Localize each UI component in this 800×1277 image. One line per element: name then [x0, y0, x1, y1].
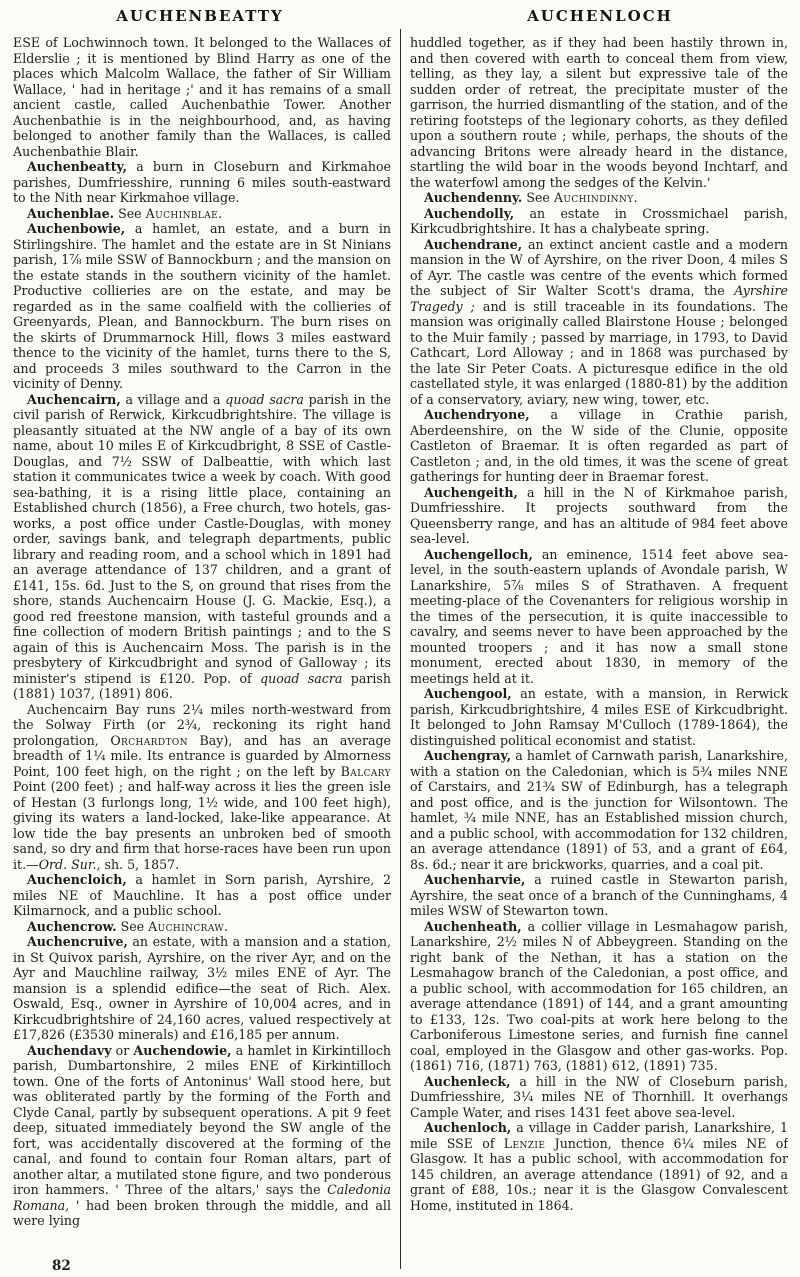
- entry-name: Auchencloich,: [27, 872, 127, 887]
- entry-paragraph: [410, 237, 788, 408]
- text-run: See: [522, 190, 554, 205]
- entry-paragraph: [410, 35, 788, 190]
- text-run: parish (1881) 1037, (1891) 806.: [13, 670, 391, 701]
- column-divider-rule: [400, 29, 401, 1269]
- entry-paragraph: [13, 919, 391, 935]
- entry-paragraph: [13, 1043, 391, 1229]
- entry-name: Auchenbowie,: [27, 221, 126, 236]
- entry-name: Auchendolly,: [424, 205, 515, 221]
- entry-name: Auchendenny.: [424, 190, 523, 205]
- text-run: an estate in Crossmichael parish, Kirkcudbrightshire. It has a chalybeate spring.: [410, 205, 788, 236]
- text-run: Lenzie: [503, 1135, 546, 1151]
- entry-name: Auchendrane,: [424, 236, 523, 252]
- text-run: Ord. Sur.,: [38, 856, 101, 872]
- entry-paragraph: [13, 35, 391, 159]
- text-run: an eminence, 1514 feet above sea-level, in the south-eastern uplands of Avondale parish, W Lanarkshire, 5⅞ miles S of Strathaven. A frequent meeting-place of the Covenanters for religious worship in the times of the persecution, it is quite inaccessible to cavalry, and seems never to have been approached by the mounted troopers ; and it has now a small stone monument, erected about 1830, in memory of the meetings held at it.: [410, 546, 788, 686]
- text-run: Bay), and has an average breadth of 1¼ mile. Its entrance is guarded by Almorness Point, 100 feet high, on the right ; on the left by: [13, 732, 391, 779]
- text-run: a village and a: [120, 391, 226, 407]
- text-run: See: [116, 918, 149, 934]
- text-run: huddled together, as if they had been hastily thrown in, and then covered with earth to conceal them from view, telling, as they lay, a silent but expressive tale of the sudden order of retreat, the precipitate muster of the garrison, the hurried dismantling of the station, and of the retiring footsteps of the legionary cohorts, as they defiled upon a southern route ; while, perhaps, the shouts of the advancing Britons were already heard in the distance, startling the wild boar in the woods beyond Inchtarf, and the waterfowl among the sedges of the Kelvin.': [410, 35, 788, 190]
- right-column-header: AUCHENLOCH: [527, 7, 673, 25]
- entry-name: Auchendavy: [27, 1042, 112, 1058]
- entry-paragraph: [410, 1074, 788, 1121]
- entry-paragraph: [410, 485, 788, 547]
- entry-name: Auchencruive,: [27, 934, 128, 949]
- text-run: an extinct ancient castle and a modern mansion in the W of Ayrshire, on the river Doon, 4 miles S of Ayr. The castle was centre of the events which formed the subject of Sir Walter Scott's drama, the: [410, 236, 788, 298]
- text-run: a village in Crathie parish, Aberdeenshire, on the W side of the Clunie, opposite Castleton of Braemar. It is often regarded as part of Castleton ; and, in the old times, it was the scene of great gatherings for hunting deer in Braemar forest.: [410, 407, 788, 484]
- entry-paragraph: [410, 407, 788, 485]
- text-run: Auchincraw: [148, 918, 225, 934]
- entry-paragraph: [410, 190, 788, 206]
- text-run: Orchardton: [110, 732, 188, 748]
- text-run: quoad sacra: [225, 391, 304, 407]
- text-run: ESE of Lochwinnoch town. It belonged to the Wallaces of Elderslie ; it is mentioned by Blind Harry as one of the places which Malcolm Wallace, the father of Sir William Wallace, ' had in heritage ;' and it has remains of a small ancient castle, called Auchenbathie Tower. Another Auchenbathie is in the neighbourhood, and, as having belonged to another family than the Wallaces, is called Auchenbathie Blair.: [13, 35, 391, 159]
- entry-name: Auchenheath,: [424, 918, 522, 934]
- entry-name: Auchendowie,: [133, 1042, 232, 1058]
- text-run: .: [224, 918, 229, 934]
- text-run: a hamlet of Carnwath parish, Lanarkshire, with a station on the Caledonian, which is 5¾ miles NNE of Carstairs, and 21¾ SW of Edinburgh, has a telegraph and post office, and is the junction for Wilsontown. The hamlet, ¾ mile NNE, has an Established mission church, and a public school, with accommodation for 132 children, an average attendance (1891) of 53, and a grant of £64, 8s. 6d.; near it are brickworks, quarries, and a coal pit.: [410, 748, 788, 872]
- text-run: Caledonia Romana,: [13, 1182, 391, 1213]
- text-run: Auchencairn Bay runs 2¼ miles north-westward from the Solway Firth (or 2¾, reckoning its right hand prolongation,: [13, 701, 391, 748]
- text-run: Auchindinny: [553, 190, 634, 205]
- entry-paragraph: [13, 221, 391, 392]
- entry-paragraph: [13, 872, 391, 919]
- page-number: 82: [52, 1258, 71, 1274]
- text-run: a hamlet in Kirkintilloch parish, Dumbartonshire, 2 miles ENE of Kirkintilloch town. One of the forts of Antoninus' Wall stood here, but was obliterated partly by the forming of the Forth and Clyde Canal, partly by subsequent operations. A pit 9 feet deep, situated immediately beyond the SW angle of the fort, was accidentally discovered at the forming of the canal, and found to contain four Roman altars, part of another altar, a mutilated stone figure, and two ponderous iron hammers. ' Three of the altars,' says the: [13, 1042, 391, 1197]
- right-text-column: [410, 35, 788, 1249]
- text-run: a hill in the NW of Closeburn parish, Dumfriesshire, 3¼ miles NE of Thornhill. It overhangs Cample Water, and rises 1431 feet above sea-level.: [410, 1073, 788, 1120]
- text-run: Balcary: [340, 763, 391, 779]
- entry-paragraph: [410, 748, 788, 872]
- entry-paragraph: [410, 686, 788, 748]
- entry-name: Auchenbeatty,: [27, 159, 128, 174]
- entry-name: Auchengeith,: [424, 484, 518, 500]
- entry-paragraph: [13, 159, 391, 206]
- left-text-column: [13, 35, 391, 1249]
- running-headers: [0, 7, 800, 25]
- text-run: Ayrshire Tragedy ;: [410, 283, 788, 314]
- entry-paragraph: [410, 206, 788, 237]
- entry-name: Auchencrow.: [27, 918, 117, 934]
- entry-name: Auchenloch,: [424, 1120, 512, 1135]
- text-run: .: [633, 190, 638, 205]
- entry-paragraph: [13, 392, 391, 702]
- text-run: sh. 5, 1857.: [100, 856, 180, 872]
- entry-name: Auchengool,: [424, 686, 512, 701]
- entry-paragraph: [410, 872, 788, 919]
- text-run: a burn in Closeburn and Kirkmahoe parishes, Dumfriesshire, running 6 miles south-eastward to the Nith near Kirkmahoe village.: [13, 159, 391, 205]
- text-run: a ruined castle in Stewarton parish, Ayrshire, the seat once of a branch of the Cunninghams, 4 miles WSW of Stewarton town.: [410, 872, 788, 918]
- text-run: an estate, with a mansion, in Rerwick parish, Kirkcudbrightshire, 4 miles ESE of Kirkcudbright. It belonged to John Ramsay M'Culloch (1789-1864), the distinguished political economist and statist.: [410, 686, 788, 748]
- entry-name: Auchenharvie,: [424, 872, 526, 887]
- text-run: or: [111, 1042, 134, 1058]
- text-run: a hamlet, an estate, and a burn in Stirlingshire. The hamlet and the estate are in St Ninians parish, 1⅞ mile SSW of Bannockburn ; and the mansion on the estate stands in the southern vicinity of the hamlet. Productive collieries are on the estate, and may be regarded as in the same coalfield with the collieries of Greenyards, Plean, and Bannockburn. The burn rises on the skirts of Drummarnock Hill, flows 3 miles eastward thence to the vicinity of the hamlet, turns there to the S, and proceeds 3 miles southward to the Carron in the vicinity of Denny.: [13, 221, 391, 391]
- text-run: quoad sacra: [260, 670, 343, 686]
- text-run: parish in the civil parish of Rerwick, Kirkcudbrightshire. The village is pleasantly situated at the NW angle of a bay of its own name, about 10 miles E of Kirkcudbright, 8 SSE of Castle-Douglas, and 7½ SSW of Dalbeattie, with which last station it communicates twice a week by coach. With good sea-bathing, it is a rising little place, containing an Established church (1856), a Free church, two hotels, gas-works, a post office under Castle-Douglas, with money order, savings bank, and telegraph departments, public library and reading room, and a school which in 1891 had an average attendance of 137 children, and a grant of £141, 15s. 6d. Just to the S, on ground that rises from the shore, stands Auchencairn House (J. G. Mackie, Esq.), a good red freestone mansion, with tasteful grounds and a fine collection of modern British paintings ; and to the S again of this is Auchencairn Moss. The parish is in the presbytery of Kirkcudbright and synod of Galloway ; its minister's stipend is £120. Pop. of: [13, 391, 391, 686]
- text-run: and is still traceable in its foundations. The mansion was originally called Blairstone House ; belonged to the Muir family ; passed by marriage, in 1793, to David Cathcart, Lord Alloway ; and in 1868 was purchased by the late Sir Peter Coats. A picturesque edifice in the old castellated style, it was enlarged (1880-81) by the addition of a conservatory, aviary, new wing, tower, etc.: [410, 298, 788, 407]
- text-run: See: [114, 205, 146, 221]
- entry-name: Auchencairn,: [27, 391, 121, 407]
- text-run: an estate, with a mansion and a station, in St Quivox parish, Ayrshire, on the river Ayr, and on the Ayr and Mauchline railway, 3½ miles ENE of Ayr. The mansion is a splendid edifice—the seat of Rich. Alex. Oswald, Esq., owner in Ayrshire of 10,004 acres, and in Kirkcudbrightshire of 24,160 acres, valued respectively at £17,826 (£3530 minerals) and £16,185 per annum.: [13, 934, 391, 1042]
- entry-paragraph: [410, 547, 788, 687]
- left-column-header: AUCHENBEATTY: [116, 7, 284, 25]
- entry-name: Auchengelloch,: [424, 546, 533, 562]
- text-run: a hamlet in Sorn parish, Ayrshire, 2 miles NE of Mauchline. It has a post office under Kilmarnock, and a public school.: [13, 872, 391, 918]
- text-run: a collier village in Lesmahagow parish, Lanarkshire, 2½ miles N of Abbeygreen. Standing on the right bank of the Nethan, it has a station on the Lesmahagow branch of the Caledonian, a post office, and a public school, with accommodation for 165 children, an average attendance (1891) of 144, and a grant amounting to £133, 12s. Two coal-pits at work here belong to the Carboniferous Limestone series, and furnish fine cannel coal, employed in the Glasgow and other gas-works. Pop. (1861) 716, (1871) 763, (1881) 612, (1891) 735.: [410, 918, 788, 1073]
- entry-name: Auchenblae.: [27, 205, 115, 221]
- entry-name: Auchenleck,: [424, 1073, 511, 1089]
- text-run: Junction, thence 6¼ miles NE of Glasgow. It has a public school, with accommodation for 145 children, an average attendance (1891) of 92, and a grant of £88, 10s.; near it is the Glasgow Convalescent Home, instituted in 1864.: [410, 1135, 788, 1213]
- text-run: .: [218, 205, 223, 221]
- text-run: a hill in the N of Kirkmahoe parish, Dumfriesshire. It projects southward from the Queensberry range, and has an altitude of 984 feet above sea-level.: [410, 484, 788, 546]
- text-run: a village in Cadder parish, Lanarkshire, 1 mile SSE of: [410, 1120, 788, 1151]
- entry-name: Auchengray,: [424, 748, 512, 763]
- entry-paragraph: [410, 919, 788, 1074]
- text-run: ' had been broken through the middle, and all were lying: [13, 1197, 391, 1228]
- text-run: Auchinblae: [145, 205, 219, 221]
- entry-name: Auchendryone,: [424, 407, 530, 422]
- text-run: Point (200 feet) ; and half-way across it lies the green isle of Hestan (3 furlongs long, 1½ wide, and 100 feet high), giving its waters a land-locked, lake-like appearance. At low tide the bay presents an unbroken bed of smooth sand, so dry and firm that horse-races have been run upon it.—: [13, 779, 391, 872]
- entry-paragraph: [13, 702, 391, 873]
- entry-paragraph: [13, 934, 391, 1043]
- entry-paragraph: [13, 206, 391, 222]
- entry-paragraph: [410, 1120, 788, 1213]
